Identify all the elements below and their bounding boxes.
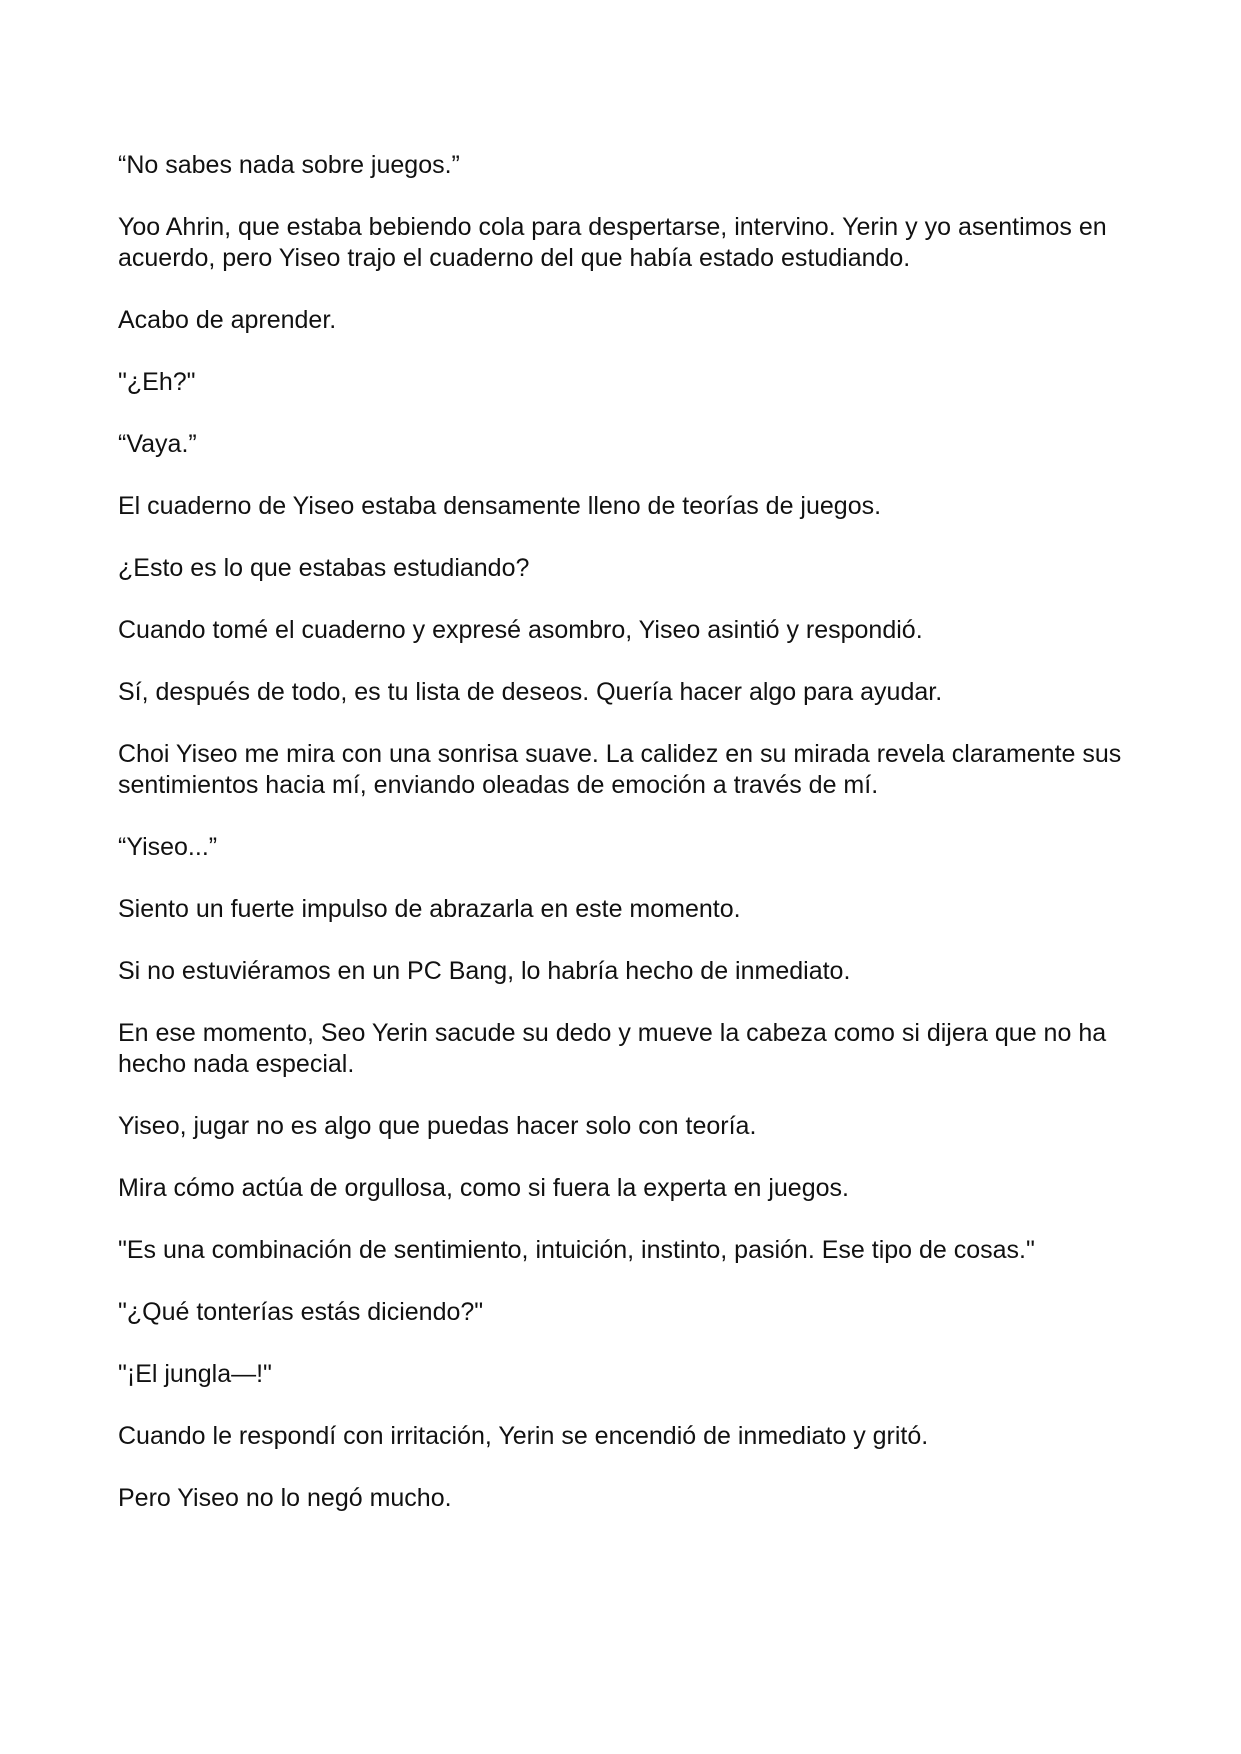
paragraph: "¡El jungla—!": [118, 1360, 272, 1388]
paragraph: Si no estuviéramos en un PC Bang, lo habría hecho de inmediato.: [118, 957, 851, 985]
document-body: [118, 150, 1128, 1545]
paragraph: ¿Esto es lo que estabas estudiando?: [118, 554, 530, 582]
paragraph: "¿Qué tonterías estás diciendo?": [118, 1298, 484, 1326]
paragraph: Yoo Ahrin, que estaba bebiendo cola para despertarse, intervino. Yerin y yo asentimos en acuerdo, pero Yiseo trajo el cuaderno del que había estado estudiando.: [118, 213, 1107, 272]
paragraph: El cuaderno de Yiseo estaba densamente lleno de teorías de juegos.: [118, 492, 882, 520]
paragraph: "¿Eh?": [118, 368, 196, 396]
paragraph: Cuando le respondí con irritación, Yerin se encendió de inmediato y gritó.: [118, 1422, 929, 1450]
paragraph: Mira cómo actúa de orgullosa, como si fuera la experta en juegos.: [118, 1174, 849, 1202]
paragraph: “Vaya.”: [118, 430, 197, 458]
paragraph: Sí, después de todo, es tu lista de deseos. Quería hacer algo para ayudar.: [118, 678, 943, 706]
paragraph: Acabo de aprender.: [118, 306, 337, 334]
paragraph: Cuando tomé el cuaderno y expresé asombro, Yiseo asintió y respondió.: [118, 616, 923, 644]
paragraph: Pero Yiseo no lo negó mucho.: [118, 1484, 452, 1512]
paragraph: Yiseo, jugar no es algo que puedas hacer solo con teoría.: [118, 1112, 757, 1140]
paragraph: Choi Yiseo me mira con una sonrisa suave. La calidez en su mirada revela claramente sus sentimientos hacia mí, enviando oleadas de emoción a través de mí.: [118, 740, 1122, 799]
paragraph: Siento un fuerte impulso de abrazarla en este momento.: [118, 895, 741, 923]
paragraph: “No sabes nada sobre juegos.”: [118, 151, 460, 179]
paragraph: “Yiseo...”: [118, 833, 218, 861]
paragraph: En ese momento, Seo Yerin sacude su dedo y mueve la cabeza como si dijera que no ha hecho nada especial.: [118, 1019, 1107, 1078]
paragraph: "Es una combinación de sentimiento, intuición, instinto, pasión. Ese tipo de cosas.": [118, 1236, 1035, 1264]
